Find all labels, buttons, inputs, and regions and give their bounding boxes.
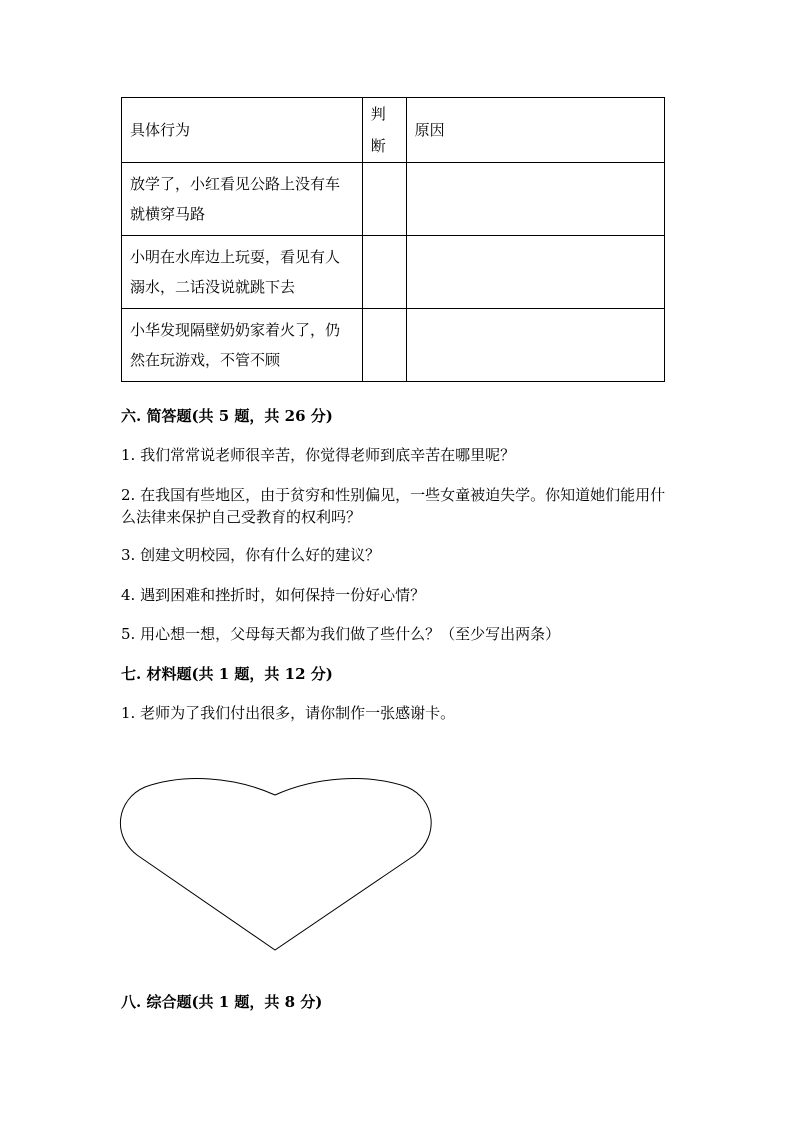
question-6-1: 1. 我们常常说老师很辛苦，你觉得老师到底辛苦在哪里呢？	[121, 446, 516, 464]
judgment-cell[interactable]	[362, 236, 406, 309]
section-8-title: 八. 综合题(共 1 题，共 8 分)	[121, 993, 323, 1011]
judgment-cell[interactable]	[362, 163, 406, 236]
header-reason: 原因	[406, 98, 664, 163]
question-6-4: 4. 遇到困难和挫折时，如何保持一份好心情？	[121, 586, 426, 604]
behavior-cell: 放学了，小红看见公路上没有车就横穿马路	[122, 163, 363, 236]
header-behavior: 具体行为	[122, 98, 363, 163]
table-row	[122, 309, 665, 382]
behavior-cell: 小明在水库边上玩耍，看见有人溺水，二话没说就跳下去	[122, 236, 363, 309]
header-judgment: 判断	[362, 98, 406, 163]
question-6-3: 3. 创建文明校园，你有什么好的建议？	[121, 546, 381, 564]
reason-cell[interactable]	[406, 163, 664, 236]
judgment-cell[interactable]	[362, 309, 406, 382]
question-7-1: 1. 老师为了我们付出很多，请你制作一张感谢卡。	[121, 704, 456, 722]
table-header-row	[122, 98, 665, 163]
question-6-5: 5. 用心想一想，父母每天都为我们做了些什么？（至少写出两条）	[121, 625, 561, 643]
behavior-cell: 小华发现隔壁奶奶家着火了，仍然在玩游戏，不管不顾	[122, 309, 363, 382]
question-6-2: 2. 在我国有些地区，由于贫穷和性别偏见，一些女童被迫失学。你知道她们能用什么法律来保护自己受教育的权利吗？	[121, 486, 666, 526]
heart-shape	[120, 779, 431, 950]
reason-cell[interactable]	[406, 309, 664, 382]
table-row	[122, 163, 665, 236]
behavior-judgment-table	[121, 97, 665, 382]
table-row	[122, 236, 665, 309]
heart-card-drawing[interactable]	[115, 775, 437, 955]
section-7-title: 七. 材料题(共 1 题，共 12 分)	[121, 665, 333, 683]
reason-cell[interactable]	[406, 236, 664, 309]
section-6-title: 六. 简答题(共 5 题，共 26 分)	[121, 407, 333, 425]
